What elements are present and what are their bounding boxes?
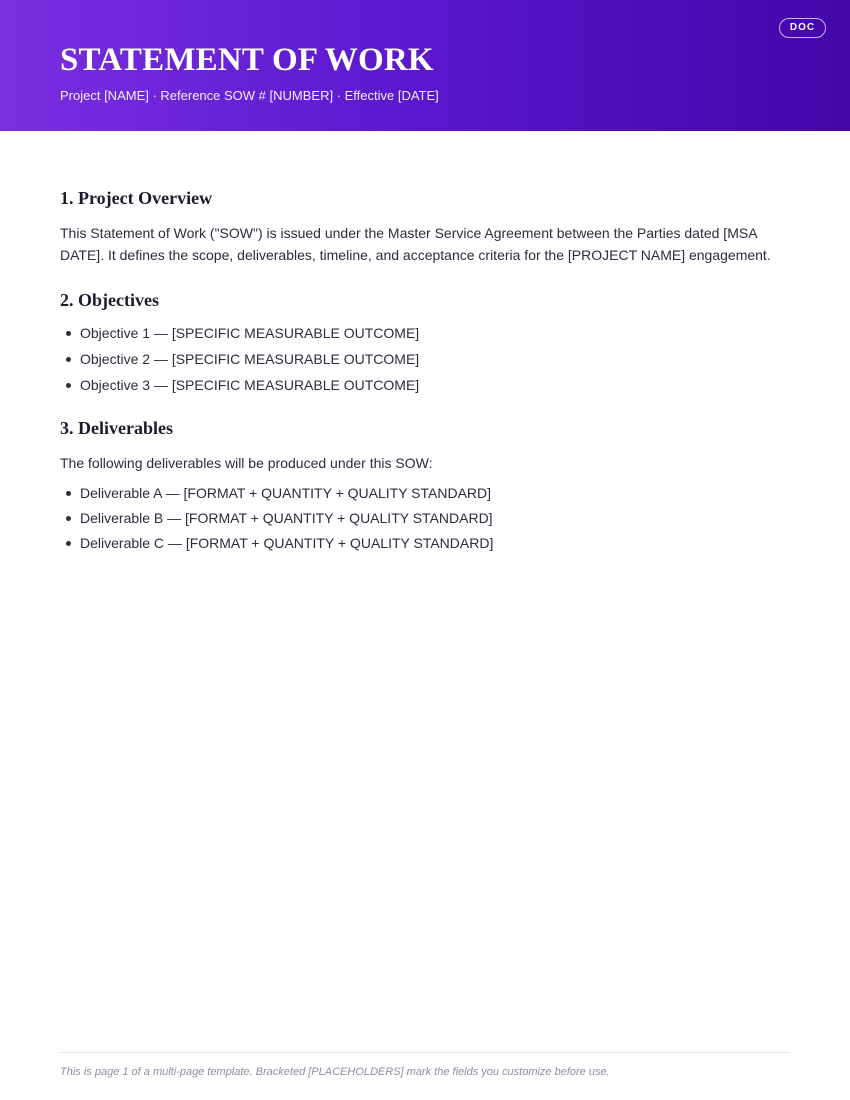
footer-note: This is page 1 of a multi-page template. Bracketed [PLACEHOLDERS] mark the fields you customize before use. (60, 1066, 610, 1078)
list-item (80, 324, 790, 342)
section-title: 3. Deliverables (60, 418, 173, 438)
bullet-icon (66, 541, 71, 546)
document-title: STATEMENT OF WORK (60, 42, 434, 78)
section-project-overview (60, 186, 790, 266)
section-paragraph: The following deliverables will be produced under this SOW: (60, 455, 433, 471)
list-item (80, 534, 790, 552)
list-item-text: Deliverable A — [FORMAT + QUANTITY + QUALITY STANDARD] (80, 485, 492, 501)
bullet-icon (66, 516, 71, 521)
document-body (60, 186, 790, 574)
doc-type-badge: DOC (779, 18, 826, 38)
list-item-text: Objective 2 — [SPECIFIC MEASURABLE OUTCOME] (80, 351, 420, 367)
document-subtitle: Project [NAME] · Reference SOW # [NUMBER] · Effective [DATE] (60, 88, 439, 103)
list-item (80, 350, 790, 368)
deliverables-list (60, 484, 790, 552)
bullet-icon (66, 331, 71, 336)
document-header (0, 0, 850, 131)
list-item-text: Objective 1 — [SPECIFIC MEASURABLE OUTCOME] (80, 325, 420, 341)
footer-divider (60, 1052, 790, 1053)
section-title: 1. Project Overview (60, 188, 213, 208)
section-paragraph: This Statement of Work ("SOW") is issued under the Master Service Agreement between the Parties dated [MSA DATE]. It defines the scope, deliverables, timeline, and acceptance criteria for the [PROJECT NAME] engagement. (60, 225, 771, 263)
section-deliverables (60, 416, 790, 552)
section-title: 2. Objectives (60, 290, 159, 310)
bullet-icon (66, 357, 71, 362)
list-item-text: Objective 3 — [SPECIFIC MEASURABLE OUTCOME] (80, 377, 420, 393)
bullet-icon (66, 491, 71, 496)
bullet-icon (66, 383, 71, 388)
list-item (80, 509, 790, 527)
list-item-text: Deliverable B — [FORMAT + QUANTITY + QUALITY STANDARD] (80, 510, 493, 526)
list-item (80, 484, 790, 502)
objectives-list (60, 324, 790, 394)
section-objectives (60, 288, 790, 394)
list-item (80, 376, 790, 394)
list-item-text: Deliverable C — [FORMAT + QUANTITY + QUALITY STANDARD] (80, 535, 494, 551)
